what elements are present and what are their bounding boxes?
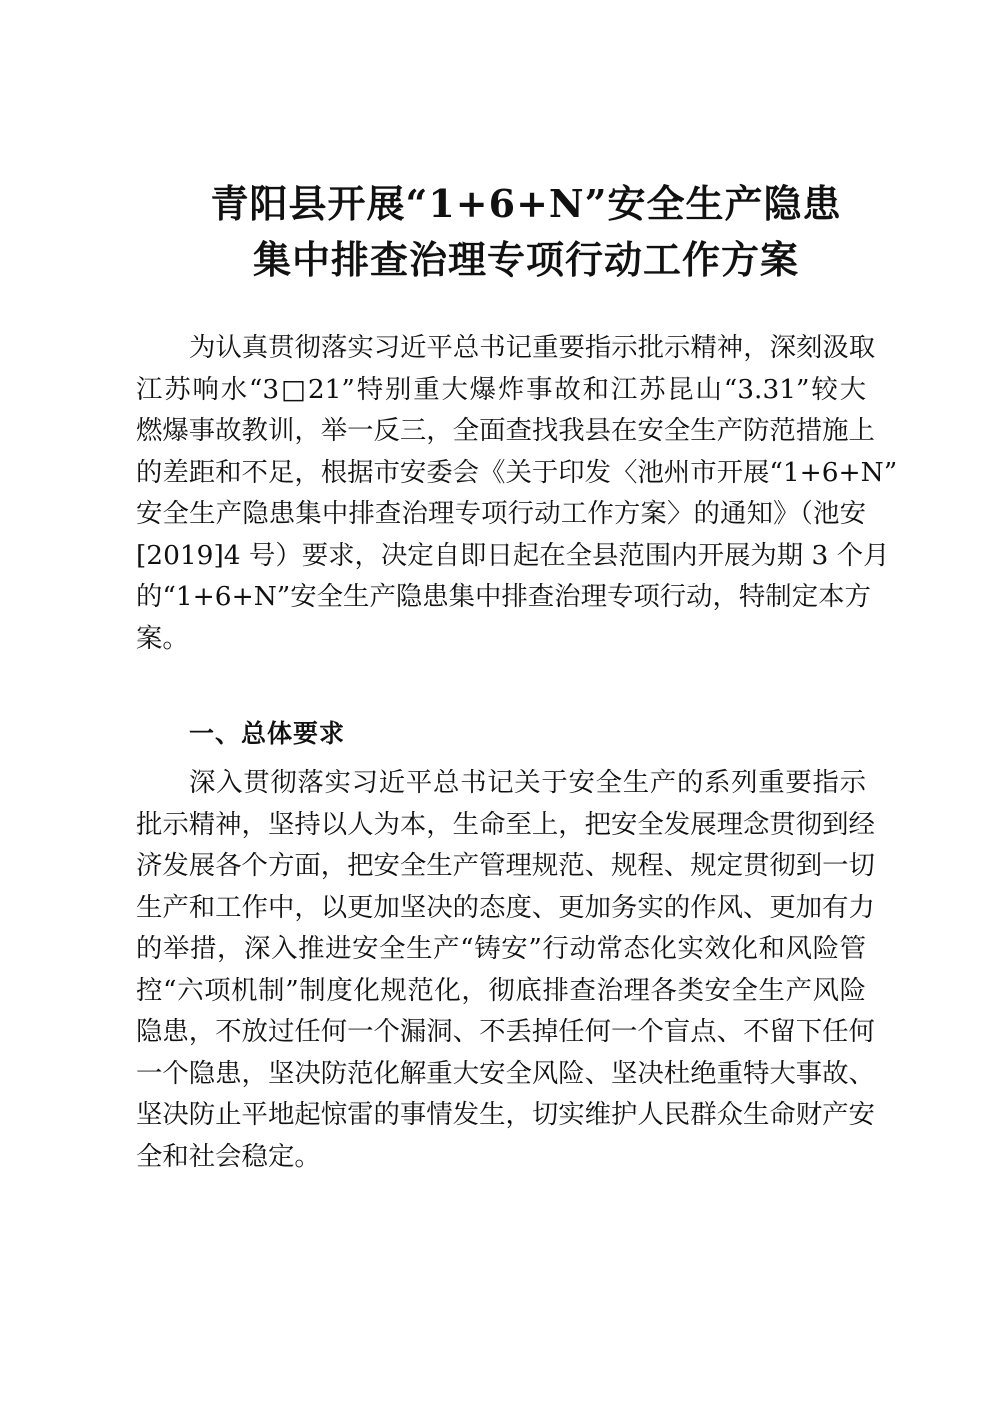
- intro-paragraph: [136, 327, 898, 659]
- paragraph-line: 控“六项机制”制度化规范化，彻底排查治理各类安全生产风险: [136, 974, 866, 1006]
- document-title-line-2: 集中排查治理专项行动工作方案: [252, 237, 799, 282]
- paragraph-line: 燃爆事故教训，举一反三，全面查找我县在安全生产防范措施上: [136, 415, 875, 446]
- section-heading-general-requirements: 一、总体要求: [189, 719, 346, 748]
- paragraph-line: [2019]4 号）要求，决定自即日起在全县范围内开展为期 3 个月: [136, 539, 890, 571]
- paragraph-line: 为认真贯彻落实习近平总书记重要指示批示精神，深刻汲取: [189, 332, 876, 363]
- paragraph-line: 坚决防止平地起惊雷的事情发生，切实维护人民群众生命财产安: [136, 1099, 875, 1130]
- general-requirements-paragraph: [136, 762, 875, 1177]
- paragraph-line: 一个隐患，坚决防范化解重大安全风险、坚决杜绝重特大事故、: [136, 1057, 875, 1089]
- paragraph-line: 生产和工作中，以更加坚决的态度、更加务实的作风、更加有力: [136, 891, 875, 923]
- document-title-line-1: 青阳县开展“1+6+N”安全生产隐患: [210, 181, 842, 226]
- paragraph-line: 全和社会稳定。: [136, 1140, 321, 1172]
- paragraph-line: 隐患，不放过任何一个漏洞、不丢掉任何一个盲点、不留下任何: [136, 1016, 875, 1047]
- paragraph-line: 的举措，深入推进安全生产“铸安”行动常态化实效化和风险管: [136, 933, 866, 964]
- paragraph-line: 的差距和不足，根据市安委会《关于印发〈池州市开展“1+6+N”: [136, 456, 898, 488]
- paragraph-line: 批示精神，坚持以人为本，生命至上，把安全发展理念贯彻到经: [136, 808, 875, 840]
- paragraph-line: 江苏响水“3□21”特别重大爆炸事故和江苏昆山“3.31”较大: [136, 373, 866, 405]
- paragraph-line: 的“1+6+N”安全生产隐患集中排查治理专项行动，特制定本方: [136, 581, 871, 612]
- paragraph-line: 安全生产隐患集中排查治理专项行动工作方案〉的通知》（池安: [136, 498, 866, 529]
- paragraph-line: 济发展各个方面，把安全生产管理规范、规程、规定贯彻到一切: [136, 850, 875, 881]
- paragraph-line: 案。: [136, 622, 189, 654]
- paragraph-line: 深入贯彻落实习近平总书记关于安全生产的系列重要指示: [189, 767, 866, 798]
